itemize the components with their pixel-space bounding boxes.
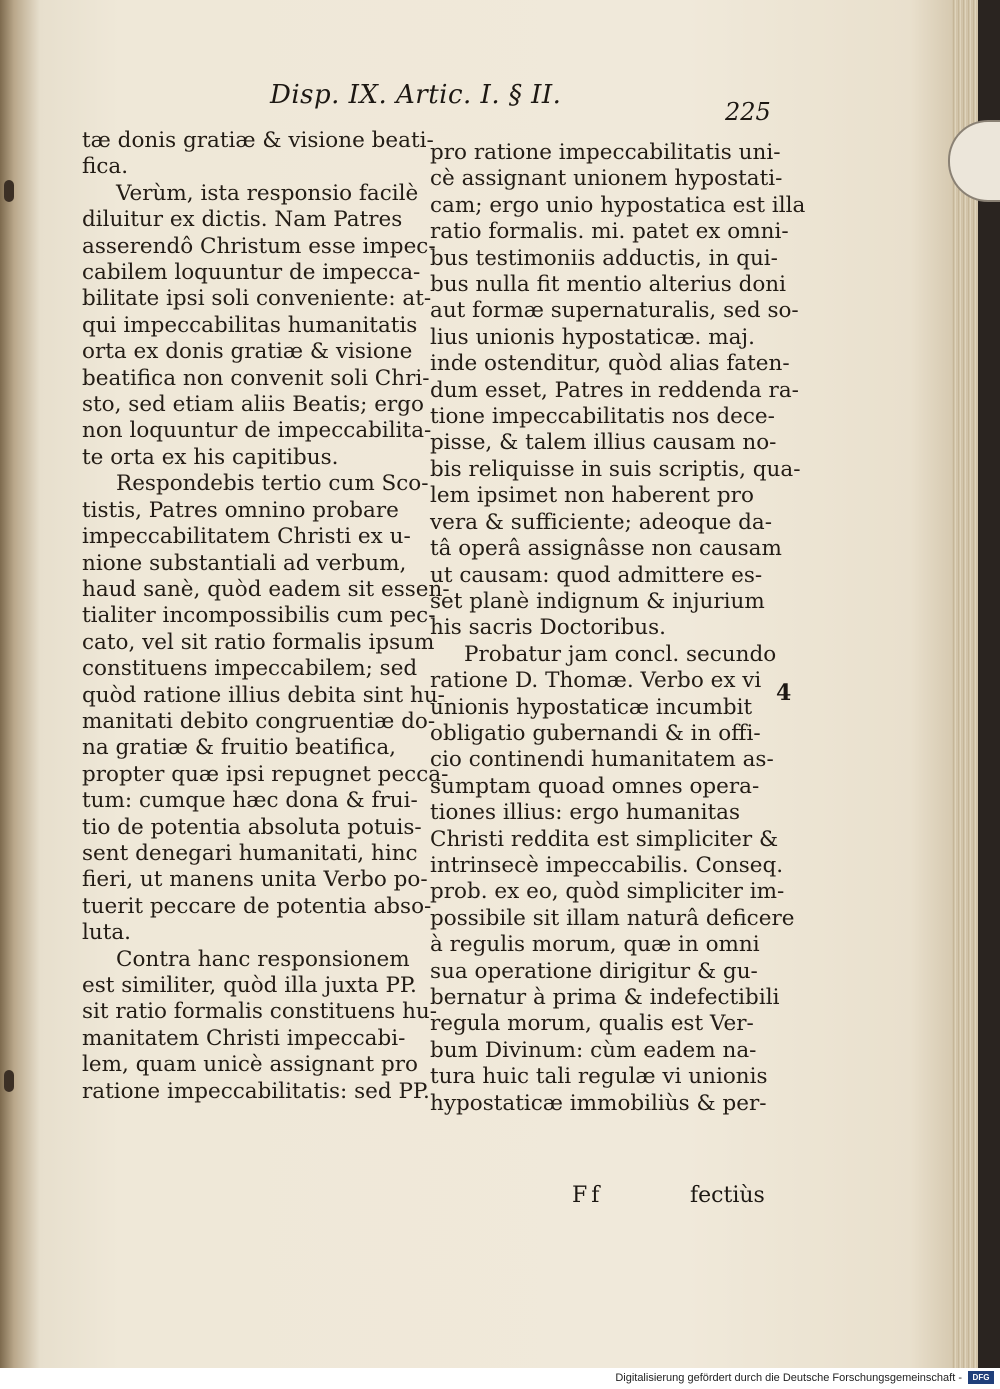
text-line: propter quæ ipsi repugnet pecca-	[82, 761, 449, 787]
text-line: asserendô Christum esse impec-	[82, 233, 436, 259]
text-line: impeccabilitatem Christi ex u-	[82, 524, 411, 550]
text-line: sent denegari humanitati, hinc	[82, 840, 418, 866]
text-line: cam; ergo unio hypostatica est illa	[430, 192, 806, 218]
text-line: tiones illius: ergo humanitas	[430, 800, 741, 826]
marginal-number: 4	[776, 680, 792, 706]
text-line: Probatur jam concl. secundo	[464, 641, 777, 667]
text-line: bilitate ipsi soli conveniente: at-	[82, 286, 432, 312]
text-line: bis reliquisse in suis scriptis, qua-	[430, 456, 801, 482]
text-line: cio continendi humanitatem as-	[430, 747, 774, 773]
text-line: fieri, ut manens unita Verbo po-	[82, 867, 428, 893]
text-line: quòd ratione illius debita sint hu-	[82, 682, 445, 708]
text-line: tione impeccabilitatis nos dece-	[430, 404, 775, 430]
signature-mark: Ff	[572, 1183, 604, 1208]
text-line: ratio formalis. mi. patet ex omni-	[430, 219, 789, 245]
text-line: Verùm, ista responsio facilè	[116, 180, 419, 206]
page-edge	[952, 0, 978, 1368]
text-line: sit ratio formalis constituens hu-	[82, 999, 438, 1025]
text-line: possibile sit illam naturâ deficere	[430, 905, 795, 931]
text-line: Christi reddita est simpliciter &	[430, 826, 779, 852]
text-line: tio de potentia absoluta potuis-	[82, 814, 422, 840]
text-line: obligatio gubernandi & in offi-	[430, 720, 761, 746]
text-line: ut causam: quod admittere es-	[430, 562, 763, 588]
text-line: te orta ex his capitibus.	[82, 444, 339, 470]
text-line: bus nulla fit mentio alterius doni	[430, 272, 786, 298]
text-line: beatifica non convenit soli Chri-	[82, 365, 430, 391]
text-line: bernatur à prima & indefectibili	[430, 985, 780, 1010]
text-line: Respondebis tertio cum Sco-	[116, 471, 429, 497]
text-line: sto, sed etiam aliis Beatis; ergo	[82, 392, 424, 418]
text-line: ratione impeccabilitatis: sed PP.	[82, 1078, 430, 1104]
text-line: fica.	[82, 154, 129, 180]
dfg-logo: DFG	[968, 1371, 994, 1384]
text-line: manitati debito congruentiæ do-	[82, 708, 436, 734]
text-line: tialiter incompossibilis cum pec-	[82, 603, 436, 629]
text-line: non loquuntur de impeccabilita-	[82, 418, 432, 444]
text-line: tâ operâ assignâsse non causam	[430, 536, 782, 562]
text-line: constituens impeccabilem; sed	[82, 656, 418, 682]
binding-mark	[4, 1070, 14, 1092]
text-line: qui impeccabilitas humanitatis	[82, 312, 418, 338]
text-line: haud sanè, quòd eadem sit essen-	[82, 576, 450, 602]
text-line: ratione D. Thomæ. Verbo ex vi	[430, 668, 762, 694]
text-line: pro ratione impeccabilitatis uni-	[430, 140, 781, 165]
binding-mark	[4, 180, 14, 202]
running-head: Disp. IX. Artic. I. § II.	[270, 80, 562, 110]
text-line: bum Divinum: cùm eadem na-	[430, 1037, 757, 1063]
text-line: intrinsecè impeccabilis. Conseq.	[430, 852, 784, 878]
text-line: diluitur ex dictis. Nam Patres	[82, 207, 403, 233]
footer-credit: Digitalisierung gefördert durch die Deutsche Forschungsgemeinschaft -	[615, 1372, 962, 1384]
text-line: tæ donis gratiæ & visione beati-	[82, 128, 434, 153]
text-line: sua operatione dirigitur & gu-	[430, 958, 758, 984]
text-line: prob. ex eo, quòd simpliciter im-	[430, 879, 785, 905]
text-line: set planè indignum & injurium	[430, 588, 765, 614]
text-line: cato, vel sit ratio formalis ipsum	[82, 629, 435, 655]
text-line: hypostaticæ immobiliùs & per-	[430, 1090, 767, 1116]
text-line: dum esset, Patres in reddenda ra-	[430, 377, 799, 403]
text-line: tura huic tali regulæ vi unionis	[430, 1064, 768, 1090]
text-line: lem ipsimet non haberent pro	[430, 483, 754, 509]
text-line: est similiter, quòd illa juxta PP.	[82, 973, 417, 998]
text-line: pisse, & talem illius causam no-	[430, 430, 777, 456]
text-line: bus testimoniis adductis, in qui-	[430, 245, 778, 271]
left-column	[82, 128, 450, 1105]
text-line: orta ex donis gratiæ & visione	[82, 339, 413, 365]
text-line: lem, quam unicè assignant pro	[82, 1052, 418, 1078]
text-line: cè assignant unionem hypostati-	[430, 166, 783, 192]
text-line: tum: cumque hæc dona & frui-	[82, 788, 418, 814]
text-line: his sacris Doctoribus.	[430, 615, 666, 641]
text-line: regula morum, qualis est Ver-	[430, 1011, 754, 1037]
text-line: aut formæ supernaturalis, sed so-	[430, 298, 799, 324]
page-number: 225	[725, 98, 771, 126]
text-line: tuerit peccare de potentia abso-	[82, 893, 432, 919]
text-line: cabilem loquuntur de impecca-	[82, 260, 421, 286]
text-line: tistis, Patres omnino probare	[82, 497, 399, 523]
text-line: luta.	[82, 920, 132, 946]
text-line: nione substantiali ad verbum,	[82, 550, 407, 576]
text-line: lius unionis hypostaticæ. maj.	[430, 324, 755, 350]
text-line: unionis hypostaticæ incumbit	[430, 694, 753, 720]
catchword: fectiùs	[690, 1183, 765, 1208]
text-line: manitatem Christi impeccabi-	[82, 1025, 406, 1051]
text-line: à regulis morum, quæ in omni	[430, 932, 760, 958]
text-line: na gratiæ & fruitio beatifica,	[82, 735, 396, 761]
text-line: inde ostenditur, quòd alias faten-	[430, 351, 790, 377]
text-line: vera & sufficiente; adeoque da-	[430, 509, 772, 535]
right-column	[430, 140, 806, 1117]
text-line: sumptam quoad omnes opera-	[430, 773, 760, 799]
footer-bar	[0, 1368, 1000, 1389]
text-line: Contra hanc responsionem	[116, 946, 410, 972]
